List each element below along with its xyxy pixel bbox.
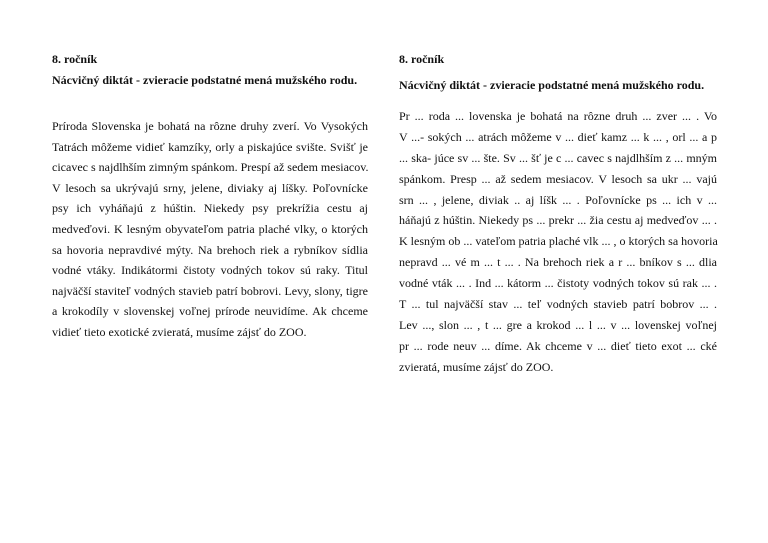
dictation-text-gapped — [399, 106, 717, 378]
text-line: vodné vták ... . Ind ... kátorm ... čistoty vodných tokov sú rak ... . — [399, 276, 717, 291]
dictation-text-complete — [52, 116, 368, 343]
text-line: nepravd ... vé m ... t ... . Na brehoch riek a r ... bníkov s ... dlia — [399, 255, 717, 270]
dictation-title: Nácvičný diktát - zvieracie podstatné mená mužského rodu. — [52, 73, 358, 87]
text-line: Tatrách môžeme vidieť kamzíky, orly a piskajúce svište. Svišť je — [52, 139, 368, 154]
text-line: pr ... rode neuv ... díme. Ak chceme v ... dieť tieto exot ... cké — [399, 338, 717, 353]
text-line: a krokodíly v slovenskej voľnej prírode neuvidíme. Ak chceme — [52, 304, 368, 319]
text-line: spánkom. Presp ... až sedem mesiacov. V lesoch sa ukr ... vajú — [399, 171, 717, 186]
text-line: Pr ... roda ... lovenska je bohatá na rôzne druh ... zver ... . Vo — [399, 109, 717, 123]
text-line: medveďovi. K lesným obyvateľom patria plaché vlky, o ktorých — [52, 221, 368, 236]
text-line: ... ska- júce sv ... šte. Sv ... šť je c ... cavec s najdlhším z ... mným — [399, 150, 717, 165]
text-line: V lesoch sa ukrývajú srny, jelene, diviaky aj líšky. Poľovnícke — [52, 180, 368, 195]
text-line: Príroda Slovenska je bohatá na rôzne druhy zverí. Vo Vysokých — [52, 119, 368, 133]
text-line: zvieratá, musíme zájsť do ZOO. — [399, 359, 554, 374]
text-line: psy ich vyháňajú z húštin. Niekedy psy prekrížia cestu aj — [52, 201, 368, 216]
text-line: sa hovoria nepravdivé mýty. Na brehoch riek a rybníkov sídlia — [52, 242, 368, 257]
grade-heading: 8. ročník — [52, 52, 98, 66]
text-line: vodné vtáky. Indikátormi čistoty vodných tokov sú raky. Titul — [52, 263, 368, 278]
text-line: cicavec s najdlhším zimným spánkom. Prespí až sedem mesiacov. — [52, 160, 369, 175]
text-line: najväčší staviteľ vodných stavieb patrí bobrovi. Levy, slony, tigre — [52, 283, 368, 298]
text-line: Lev ..., slon ... , t ... gre a krokod ... l ... v ... lovenskej voľnej — [399, 317, 717, 332]
text-line: K lesným ob ... vateľom patria plaché vlk ... , o ktorých sa hovoria — [399, 234, 718, 249]
text-line: háňajú z húštin. Niekedy ps ... prekr ... žia cestu aj medveďov ... . — [399, 213, 717, 228]
dictation-title: Nácvičný diktát - zvieracie podstatné mená mužského rodu. — [399, 78, 705, 92]
text-line: srn ... , jelene, diviak .. aj líšk ... . Poľovnícke ps ... ich v ... — [399, 192, 717, 207]
grade-heading: 8. ročník — [399, 52, 445, 66]
text-line: V ...- sokých ... atrách môžeme v ... dieť kamz ... k ... , orl ... a p — [399, 129, 717, 144]
text-line: vidieť tieto exotické zvieratá, musíme zájsť do ZOO. — [52, 324, 307, 339]
text-line: T ... tul najväčší stav ... teľ vodných stavieb patrí bobrov ... . — [399, 297, 717, 312]
